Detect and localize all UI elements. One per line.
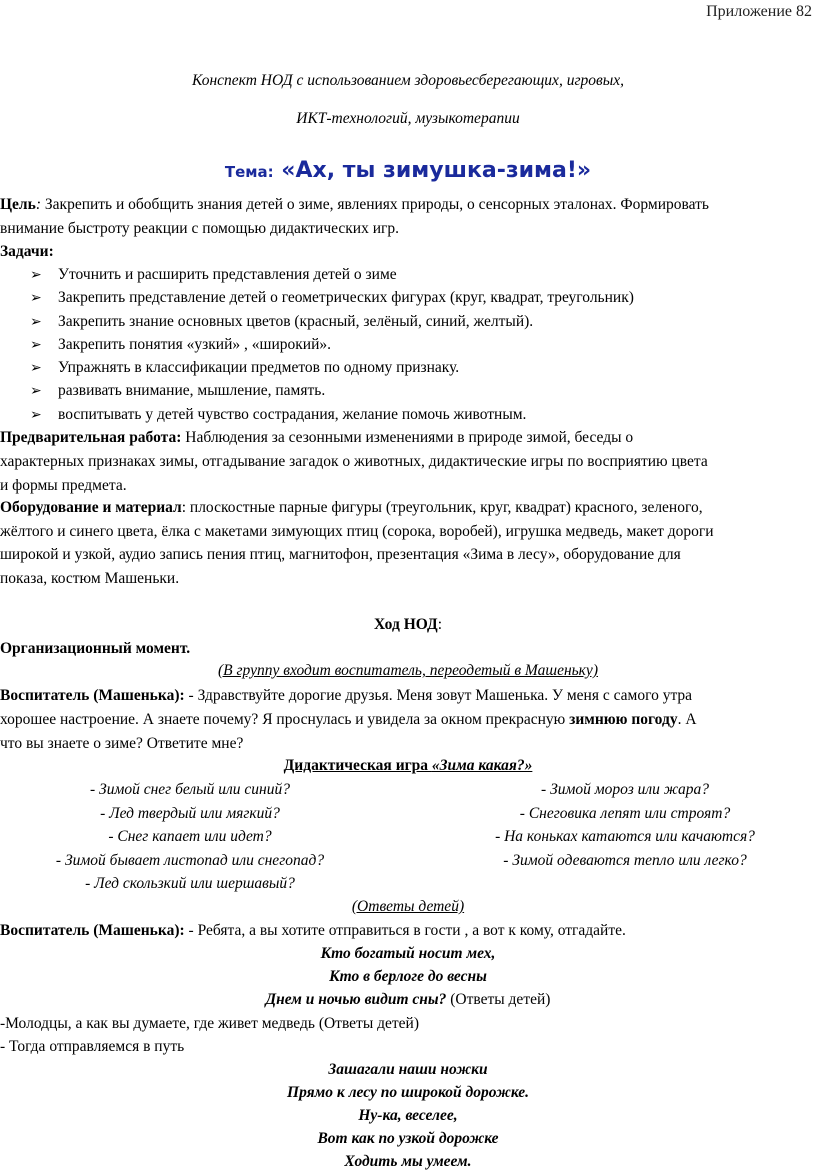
org-moment-text: Организационный момент. xyxy=(0,640,191,657)
question-right: - На коньках катаются или качаются? xyxy=(495,828,755,845)
prelim-line-1 xyxy=(0,428,633,448)
riddle-line: Кто богатый носит мех, xyxy=(320,945,496,962)
question-left: - Зимой снег белый или синий? xyxy=(90,781,290,798)
equipment-text-1: : плоскостные парные фигуры (треугольник, круг, квадрат) красного, зеленого, xyxy=(181,499,703,516)
tasks-label-text: Задачи: xyxy=(0,243,54,260)
equipment-line-3: широкой и узкой, аудио запись пения птиц, магнитофон, презентация «Зима в лесу», оборудование для xyxy=(0,546,681,563)
subtitle-line-2: ИКТ-технологий, музыкотерапии xyxy=(296,110,520,127)
poem-line: Прямо к лесу по широкой дорожке. xyxy=(287,1084,529,1101)
prelim-label: Предварительная работа: xyxy=(0,429,182,446)
equipment-line-4: показа, костюм Машеньки. xyxy=(0,570,180,587)
line-b: - Тогда отправляемся в путь xyxy=(0,1038,185,1055)
game-name: «Зима какая?» xyxy=(431,757,533,774)
task-item xyxy=(30,312,634,335)
task-text: воспитывать у детей чувство сострадания, желание помочь животным. xyxy=(58,405,527,423)
line-a: -Молодцы, а как вы думаете, где живет медведь (Ответы детей) xyxy=(0,1015,419,1032)
poem-line: Ну-ка, веселее, xyxy=(358,1107,458,1124)
question-right: - Зимой мороз или жара? xyxy=(541,781,709,798)
task-text: развивать внимание, мышление, память. xyxy=(58,382,326,400)
teacher2-label: Воспитатель (Машенька): xyxy=(0,922,185,939)
arrow-bullet-icon: ➢ xyxy=(30,383,42,400)
subtitle-line-1: Конспект НОД с использованием здоровьесберегающих, игровых, xyxy=(192,72,624,89)
arrow-bullet-icon: ➢ xyxy=(30,290,42,307)
goal-line-2: внимание быстроту реакции с помощью дидактических игр. xyxy=(0,220,399,237)
equipment-line-2: жёлтого и синего цвета, ёлка с макетами зимующих птиц (сорока, воробей), игрушка медведь, макет дороги xyxy=(0,523,714,540)
goal-label: Цель xyxy=(0,196,36,213)
question-left: - Зимой бывает листопад или снегопад? xyxy=(55,852,325,869)
question-left: - Лед скользкий или шершавый? xyxy=(85,875,295,892)
org-note: (В группу входит воспитатель, переодетый в Машеньку) xyxy=(218,662,598,679)
tasks-label xyxy=(0,242,54,262)
prelim-line-2: характерных признаках зимы, отгадывание загадок о животных, дидактические игры по восприятию цвета xyxy=(0,453,708,470)
org-moment-heading xyxy=(0,639,190,659)
tasks-list xyxy=(30,265,634,428)
arrow-bullet-icon: ➢ xyxy=(30,267,42,283)
task-item xyxy=(30,381,634,404)
theme-open-quote: « xyxy=(273,158,296,183)
poem-line: Ходить мы умеем. xyxy=(344,1153,472,1170)
task-text: Закрепить знание основных цветов (красный, зелёный, синий, желтый). xyxy=(58,312,534,330)
teacher1-text-2c: . А xyxy=(677,711,697,728)
riddle-answer: (Ответы детей) xyxy=(446,991,551,1008)
teacher1-text-1: - Здравствуйте дорогие друзья. Меня зовут Машенька. У меня с самого утра xyxy=(184,687,693,704)
game-label: Дидактическая игра xyxy=(283,757,432,774)
teacher1-text-2b: зимнюю погоду xyxy=(569,711,678,728)
task-text: Уточнить и расширить представления детей о зиме xyxy=(58,266,397,283)
goal-line-1 xyxy=(0,195,709,215)
goal-colon: : xyxy=(35,196,42,213)
riddle-line-last xyxy=(0,991,816,1009)
task-text: Закрепить понятия «узкий» , «широкий». xyxy=(58,335,331,353)
teacher2-line xyxy=(0,921,626,941)
question-right: - Снеговика лепят или строят? xyxy=(519,805,731,822)
answers-note: (Ответы детей) xyxy=(351,898,465,915)
question-left: - Снег капает или идет? xyxy=(108,828,272,845)
goal-text-1: Закрепить и обобщить знания детей о зиме, явлениях природы, о сенсорных эталонах. Формировать xyxy=(41,196,709,213)
course-colon: : xyxy=(437,616,443,633)
task-item xyxy=(30,335,634,358)
riddle-line: Кто в берлоге до весны xyxy=(329,968,487,985)
course-label: Ход НОД xyxy=(373,616,438,633)
poem-line: Зашагали наши ножки xyxy=(328,1061,488,1078)
appendix-label: Приложение 82 xyxy=(706,3,812,20)
riddle-text: Днем и ночью видит сны? xyxy=(265,991,447,1008)
task-item xyxy=(30,358,634,381)
arrow-bullet-icon: ➢ xyxy=(30,406,42,423)
theme-title: Ах, ты зимушка-зима! xyxy=(295,158,577,183)
task-text: Закрепить представление детей о геометрических фигурах (круг, квадрат, треугольник) xyxy=(58,289,634,307)
arrow-bullet-icon: ➢ xyxy=(30,360,42,377)
arrow-bullet-icon: ➢ xyxy=(30,336,42,353)
task-text: Упражнять в классификации предметов по одному признаку. xyxy=(58,359,460,377)
teacher1-line-1 xyxy=(0,686,692,706)
task-item xyxy=(30,405,634,428)
teacher1-text-2a: хорошее настроение. А знаете почему? Я проснулась и увидела за окном прекрасную xyxy=(0,711,570,728)
equipment-line-1 xyxy=(0,498,703,518)
task-item xyxy=(30,265,634,288)
teacher1-label: Воспитатель (Машенька): xyxy=(0,687,185,704)
theme-heading xyxy=(0,158,816,183)
teacher1-line-2 xyxy=(0,710,697,730)
prelim-text-1: Наблюдения за сезонными изменениями в природе зимой, беседы о xyxy=(181,429,634,446)
course-heading xyxy=(0,616,816,634)
poem-line: Вот как по узкой дорожке xyxy=(317,1130,499,1147)
equipment-label: Оборудование и материал xyxy=(0,499,182,516)
question-left: - Лед твердый или мягкий? xyxy=(100,805,280,822)
theme-close-quote: » xyxy=(576,158,592,183)
theme-label: Тема: xyxy=(224,163,274,181)
task-item xyxy=(30,288,634,311)
arrow-bullet-icon: ➢ xyxy=(30,313,42,330)
game-heading xyxy=(0,757,816,775)
teacher1-line-3: что вы знаете о зиме? Ответите мне? xyxy=(0,735,244,752)
teacher2-text: - Ребята, а вы хотите отправиться в гости , а вот к кому, отгадайте. xyxy=(184,922,626,939)
prelim-line-3: и формы предмета. xyxy=(0,477,127,494)
question-right: - Зимой одеваются тепло или легко? xyxy=(503,852,747,869)
